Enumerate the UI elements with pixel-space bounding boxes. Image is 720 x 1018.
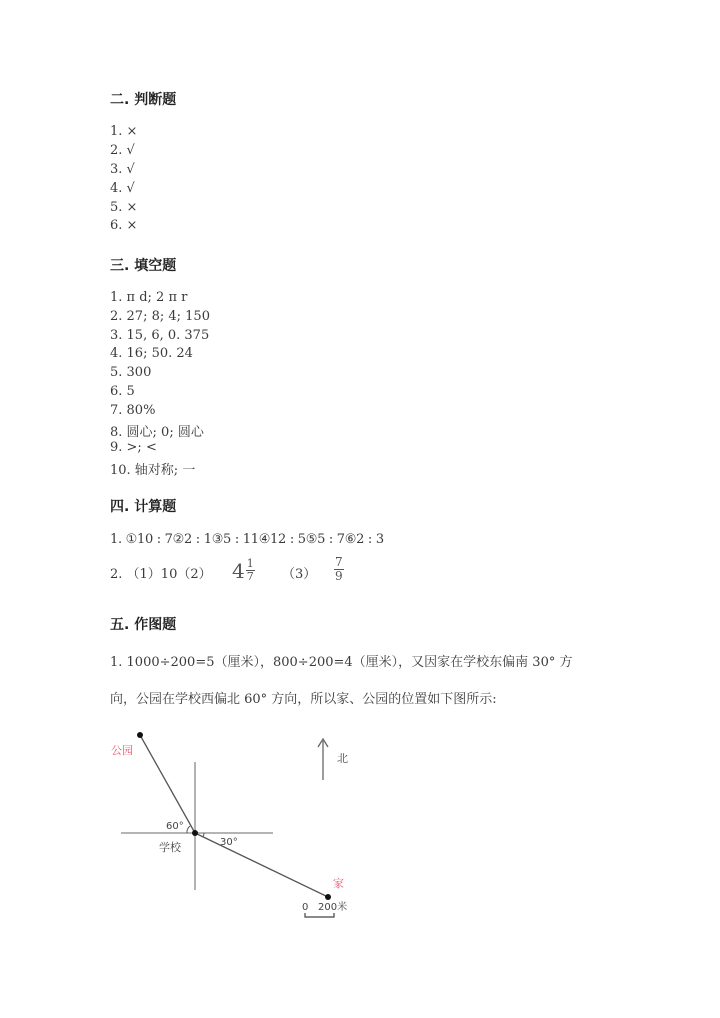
section-judge-title: 二. 判断题 bbox=[110, 92, 177, 108]
judge-answer-3: 3. √ bbox=[110, 162, 135, 177]
home-label: 家 bbox=[333, 877, 344, 890]
fill-answer-9: 9. >; < bbox=[110, 440, 157, 455]
draw-explanation-line1: 1. 1000÷200=5（厘米），800÷200=4（厘米），又因家在学校东偏南 30° 方 bbox=[110, 655, 573, 670]
fraction-numerator: 7 bbox=[335, 555, 343, 569]
fill-answer-5: 5. 300 bbox=[110, 365, 152, 380]
calc-answer-2-prefix: 2. （1）10（2） bbox=[110, 567, 212, 582]
section-fill-title: 三. 填空题 bbox=[110, 258, 177, 274]
calc-answer-1: 1. ①10 : 7②2 : 1③5 : 11④12 : 5⑤5 : 7⑥2 : 3 bbox=[110, 532, 384, 547]
scale-distance-label: 200米 bbox=[318, 902, 348, 913]
judge-answer-1: 1. × bbox=[110, 124, 138, 139]
fill-answer-6: 6. 5 bbox=[110, 384, 135, 399]
fill-answer-8: 8. 圆心; 0; 圆心 bbox=[110, 425, 204, 440]
judge-answer-5: 5. × bbox=[110, 200, 138, 215]
angle-60-arc bbox=[187, 826, 190, 833]
mixed-numerator: 1 bbox=[246, 557, 254, 570]
judge-answer-4: 4. √ bbox=[110, 181, 135, 196]
angle-30-label: 30° bbox=[220, 837, 238, 848]
fill-answer-2: 2. 27; 8; 4; 150 bbox=[110, 309, 210, 324]
section-calc-title: 四. 计算题 bbox=[110, 499, 177, 515]
scale-bar bbox=[305, 913, 334, 917]
scale-zero-label: 0 bbox=[302, 902, 309, 913]
home-line bbox=[195, 833, 328, 897]
fraction-denominator: 9 bbox=[335, 569, 343, 583]
fill-answer-10: 10. 轴对称; 一 bbox=[110, 463, 196, 478]
fill-answer-4: 4. 16; 50. 24 bbox=[110, 346, 193, 361]
park-label: 公园 bbox=[111, 744, 133, 757]
section-draw-title: 五. 作图题 bbox=[110, 617, 177, 633]
home-point bbox=[325, 894, 331, 900]
fill-answer-7: 7. 80% bbox=[110, 403, 156, 418]
north-label: 北 bbox=[337, 752, 348, 765]
school-point bbox=[192, 830, 198, 836]
park-point bbox=[137, 732, 143, 738]
mixed-denominator: 7 bbox=[246, 570, 254, 583]
calc-part3-label: （3） bbox=[282, 567, 317, 582]
school-label: 学校 bbox=[159, 841, 181, 854]
mixed-whole: 4 bbox=[232, 558, 245, 583]
judge-answer-2: 2. √ bbox=[110, 143, 135, 158]
park-line bbox=[140, 735, 195, 833]
fill-answer-1: 1. π d; 2 π r bbox=[110, 290, 188, 305]
judge-answer-6: 6. × bbox=[110, 218, 138, 233]
fill-answer-3: 3. 15, 6, 0. 375 bbox=[110, 328, 210, 343]
draw-explanation-line2: 向，公园在学校西偏北 60° 方向，所以家、公园的位置如下图所示: bbox=[110, 692, 497, 707]
angle-60-label: 60° bbox=[166, 821, 184, 832]
